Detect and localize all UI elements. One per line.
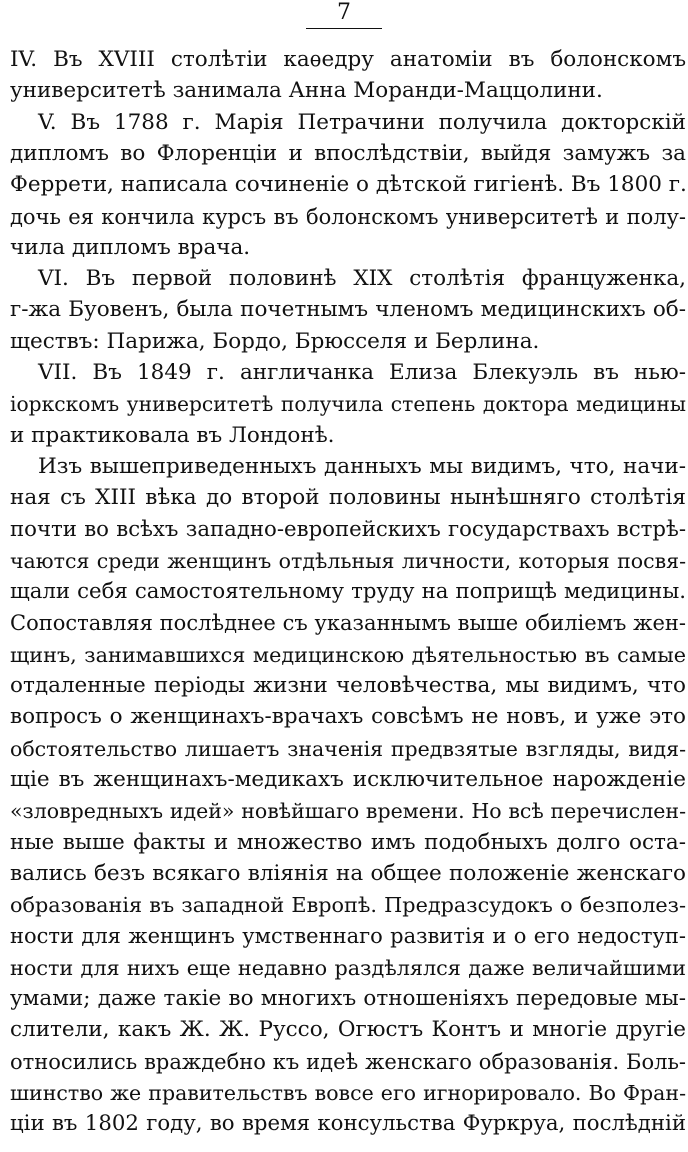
text-line: чаются среди женщинъ отдѣльныя личности, которыя посвя- [10, 548, 686, 573]
text-line: щинъ, занимавшихся медицинскою дѣятельностью въ самые [10, 642, 686, 667]
text-line: ціи въ 1802 году, во время консульства Фуркруа, послѣдній [10, 1111, 686, 1137]
text-line: щіе въ женщинахъ-медикахъ исключительное нарожденіе [10, 766, 686, 792]
page-number-rule [306, 28, 382, 29]
page-number: 7 [337, 0, 351, 25]
text-line: «зловредныхъ идей» новѣйшаго времени. Но всѣ перечислен- [10, 799, 686, 824]
text-line: іоркскомъ университетѣ получила степень доктора медицины [10, 392, 686, 417]
text-line: V. Въ 1788 г. Марія Петрачини получила докторскій [38, 109, 686, 135]
text-line: и практиковала въ Лондонѣ. [10, 422, 335, 448]
text-line: Феррети, написала сочиненіе о дѣтской гигіенѣ. Въ 1800 г. [10, 172, 687, 198]
text-line: университетѣ занимала Анна Моранди-Маццолини. [10, 78, 603, 104]
text-line: отдаленные періоды жизни человѣчества, мы видимъ, что [10, 673, 686, 698]
text-line: ности для нихъ еще недавно раздѣлялся даже величайшими [10, 955, 686, 980]
text-line: ществъ: Парижа, Бордо, Брюсселя и Берлина. [10, 328, 540, 354]
text-line: ные выше факты и множество имъ подобныхъ долго оста- [10, 829, 686, 855]
text-line: щали себя самостоятельному труду на поприщѣ медицины. [10, 579, 686, 605]
text-line: чила дипломъ врача. [10, 234, 251, 260]
text-line: относились враждебно къ идеѣ женскаго образованія. Боль- [10, 1049, 686, 1074]
text-line: дочь ея кончила курсъ въ болонскомъ университетѣ и полу- [10, 204, 686, 229]
text-line: VII. Въ 1849 г. англичанка Елиза Блекуэль въ нью- [38, 360, 686, 385]
text-line: г-жа Буовенъ, была почетнымъ членомъ медицинскихъ об- [10, 297, 686, 323]
text-line: обстоятельство лишаетъ значенія предвзятые взгляды, видя- [10, 736, 686, 761]
text-line: вопросъ о женщинахъ-врачахъ совсѣмъ не новъ, и уже это [10, 704, 686, 730]
text-line: шинство же правительствъ вовсе его игнорировало. Во Фран- [10, 1080, 686, 1105]
text-line: VI. Въ первой половинѣ XIX столѣтія француженка, [38, 266, 686, 292]
text-line: ности для женщинъ умственнаго развитія и о его недоступ- [10, 924, 686, 949]
text-line: дипломъ во Флоренціи и впослѣдствіи, выйдя замужъ за [10, 140, 686, 166]
text-line: Изъ вышеприведенныхъ данныхъ мы видимъ, что, начи- [38, 453, 686, 479]
text-line: IV. Въ XVIII столѣтіи каѳедру анатоміи въ болонскомъ [10, 47, 686, 72]
text-line: вались безъ всякаго вліянія на общее положеніе женскаго [10, 860, 686, 886]
text-line: Сопоставляя послѣднее съ указаннымъ выше обиліемъ жен- [10, 611, 686, 636]
text-line: почти во всѣхъ западно-европейскихъ государствахъ встрѣ- [10, 516, 686, 542]
text-line: образованія въ западной Европѣ. Предразсудокъ о безполез- [10, 893, 686, 918]
text-line: слители, какъ Ж. Ж. Руссо, Огюстъ Контъ и многіе другіе [10, 1017, 686, 1043]
text-line: ная съ XIII вѣка до второй половины нынѣшняго столѣтія [10, 485, 686, 511]
text-line: умами; даже такіе во многихъ отношеніяхъ передовые мы- [10, 986, 686, 1011]
